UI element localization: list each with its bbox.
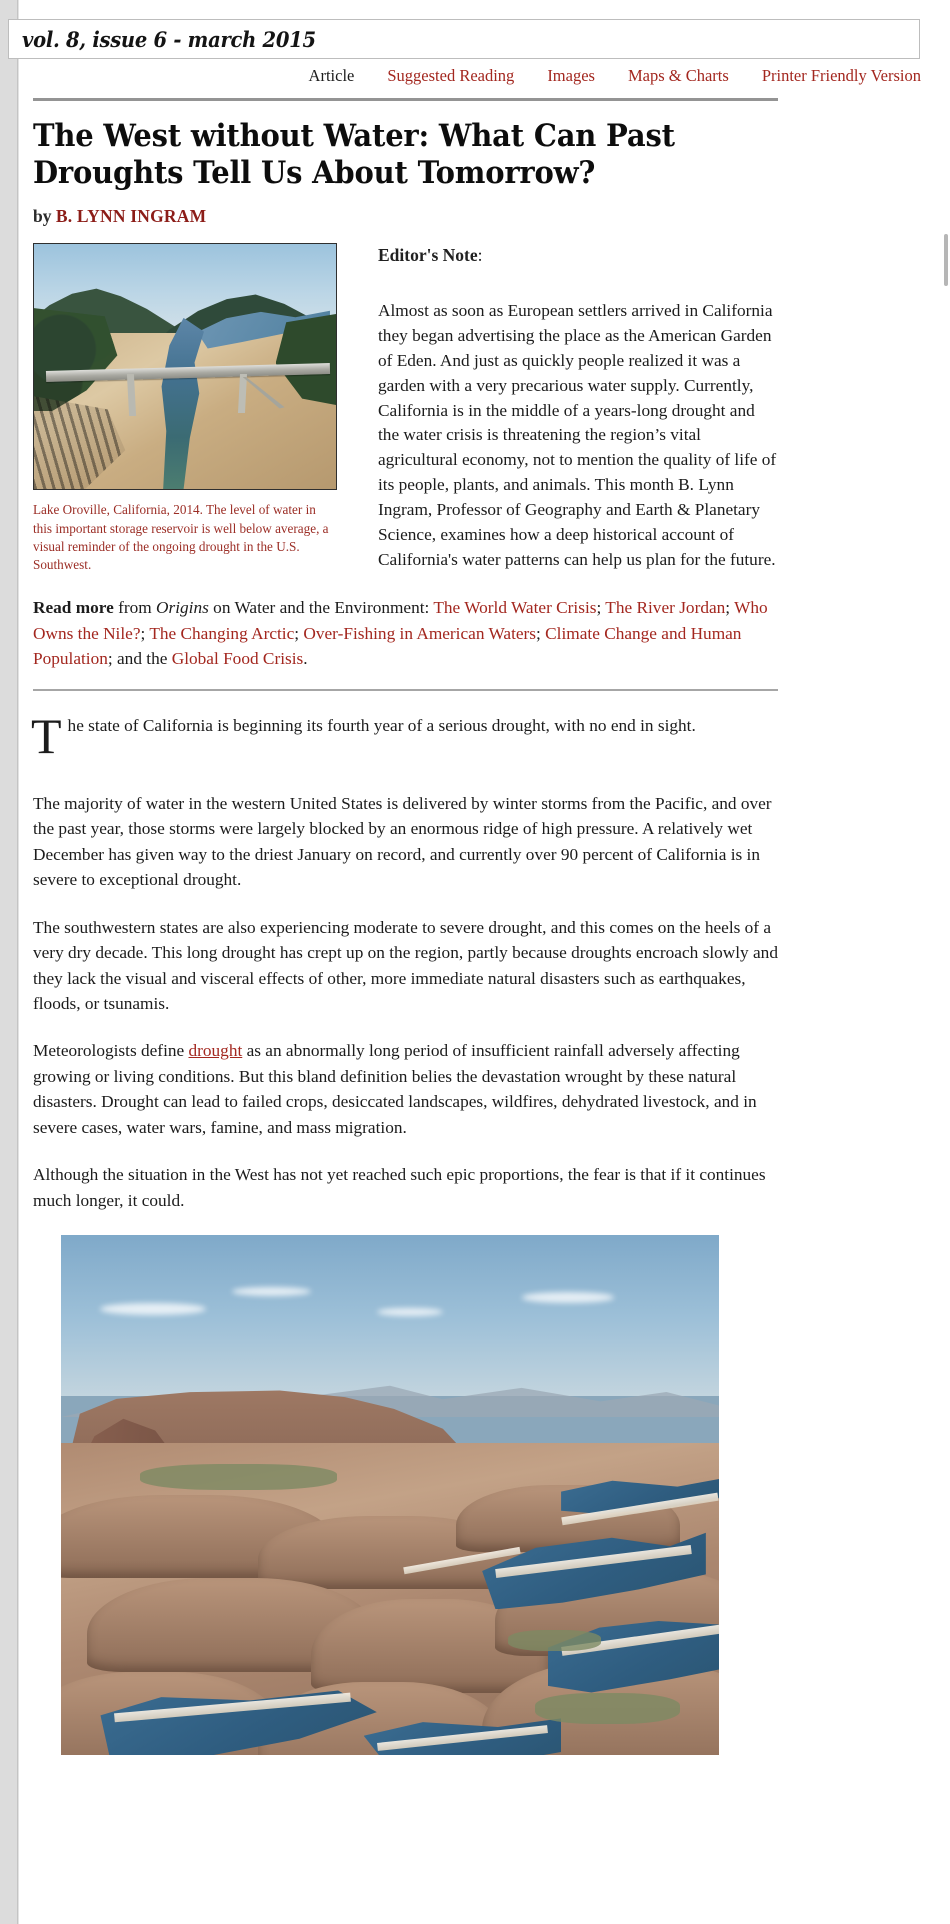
nav-item-maps-charts[interactable]: Maps & Charts xyxy=(627,66,729,85)
issue-label: vol. 8, issue 6 - march 2015 xyxy=(22,26,316,52)
byline xyxy=(33,206,778,227)
read-more-source: Origins xyxy=(156,598,209,618)
author-name[interactable]: B. LYNN INGRAM xyxy=(55,206,207,227)
read-more-link-who-owns-the-nile[interactable]: Who Owns the Nile? xyxy=(33,598,768,643)
read-more-link-river-jordan[interactable]: The River Jordan xyxy=(605,598,726,618)
article-body xyxy=(31,708,778,1755)
nav-item-suggested-reading[interactable]: Suggested Reading xyxy=(387,66,515,85)
read-more-link-changing-arctic[interactable]: The Changing Arctic xyxy=(149,623,295,643)
paragraph-3: The southwestern states are also experiencing moderate to severe drought, and this comes on the heels of a very dry decade. This long drought has crept up on the region, partly because droughts encroach slowly and they lack the visual and visceral effects of other, more immediate natural disasters such as earthquakes, floods, or tsunamis. xyxy=(33,917,778,1013)
paragraph-1-text: he state of California is beginning its fourth year of a serious drought, with no end in sight. xyxy=(67,716,696,736)
left-gutter xyxy=(0,0,18,1924)
editors-note-heading xyxy=(378,245,778,266)
hero-left-column xyxy=(33,243,337,574)
read-more-block xyxy=(33,595,778,671)
editors-note-text: Almost as soon as European settlers arrived in California they began advertising the place as the American Garden of Eden. And just as quickly people realized it was a garden with a very precarious water supply. Currently, California is in the middle of a years-long drought and the water crisis is threatening the region’s vital agricultural economy, not to mention the quality of life of its people, plants, and animals. This month B. Lynn Ingram, Professor of Geography and Earth & Planetary Science, examines how a deep historical account of California's water patterns can help us plan for the future. xyxy=(378,301,777,569)
rm-sep-4: ; xyxy=(536,623,546,643)
article-tab-nav xyxy=(19,66,931,86)
editors-note-label: Editor's Note xyxy=(378,245,478,266)
lake-oroville-caption: Lake Oroville, California, 2014. The level of water in this important storage reservoir is well below average, a visual reminder of the ongoing drought in the U.S. Southwest. xyxy=(33,502,329,573)
paragraph-1 xyxy=(31,708,778,769)
rm-and-the: ; and the xyxy=(107,648,172,668)
hero-row xyxy=(33,243,778,574)
drop-cap: T xyxy=(31,708,62,765)
paragraph-4-post: as an abnormally long period of insufficient rainfall adversely affecting growing or living conditions. But this bland definition belies the devastation wrought by these natural disasters. Drought can lead to failed crops, desiccated landscapes, wildfires, dehydrated livestock, and in severe cases, water wars, famine, and mass migration. xyxy=(33,1041,757,1137)
rm-period: . xyxy=(303,648,308,668)
nav-item-printer-friendly[interactable]: Printer Friendly Version xyxy=(761,66,921,85)
paragraph-4 xyxy=(33,1038,778,1140)
read-more-lead: Read more xyxy=(33,598,114,618)
issue-banner xyxy=(8,19,920,59)
byline-prefix: by xyxy=(33,206,52,227)
divider-top xyxy=(33,98,778,101)
rm-sep-1: ; xyxy=(725,598,735,618)
vertical-scrollbar-thumb[interactable] xyxy=(944,234,948,286)
article-content xyxy=(33,98,778,1755)
read-more-topic: on Water and the Environment: xyxy=(208,598,434,618)
page-title: The West without Water: What Can Past Droughts Tell Us About Tomorrow? xyxy=(33,118,675,192)
rm-sep-2: ; xyxy=(140,623,150,643)
lake-powell-photo xyxy=(61,1235,719,1755)
editors-note-colon: : xyxy=(477,245,483,266)
read-more-from: from xyxy=(113,598,157,618)
read-more-link-global-food-crisis[interactable]: Global Food Crisis xyxy=(171,648,304,668)
lake-oroville-photo xyxy=(33,243,337,490)
rm-sep-3: ; xyxy=(294,623,304,643)
paragraph-2: The majority of water in the western United States is delivered by winter storms from the Pacific, and over the past year, those storms were largely blocked by an enormous ridge of high pressure. A relatively wet December has given way to the driest January on record, and currently over 90 percent of California is in severe to exceptional drought. xyxy=(33,794,772,890)
nav-item-article[interactable]: Article xyxy=(308,66,355,85)
paragraph-4-pre: Meteorologists define xyxy=(33,1041,189,1061)
rm-sep-0: ; xyxy=(596,598,606,618)
read-more-link-over-fishing[interactable]: Over-Fishing in American Waters xyxy=(303,623,537,643)
paragraph-5: Although the situation in the West has not yet reached such epic proportions, the fear is that if it continues much longer, it could. xyxy=(33,1165,766,1210)
read-more-link-climate-change-population[interactable]: Climate Change and Human Population xyxy=(33,623,742,668)
read-more-link-world-water-crisis[interactable]: The World Water Crisis xyxy=(433,598,597,618)
divider-mid xyxy=(33,689,778,691)
drought-definition-link[interactable]: drought xyxy=(188,1041,243,1061)
hero-right-column xyxy=(337,243,778,572)
nav-item-images[interactable]: Images xyxy=(547,66,595,85)
